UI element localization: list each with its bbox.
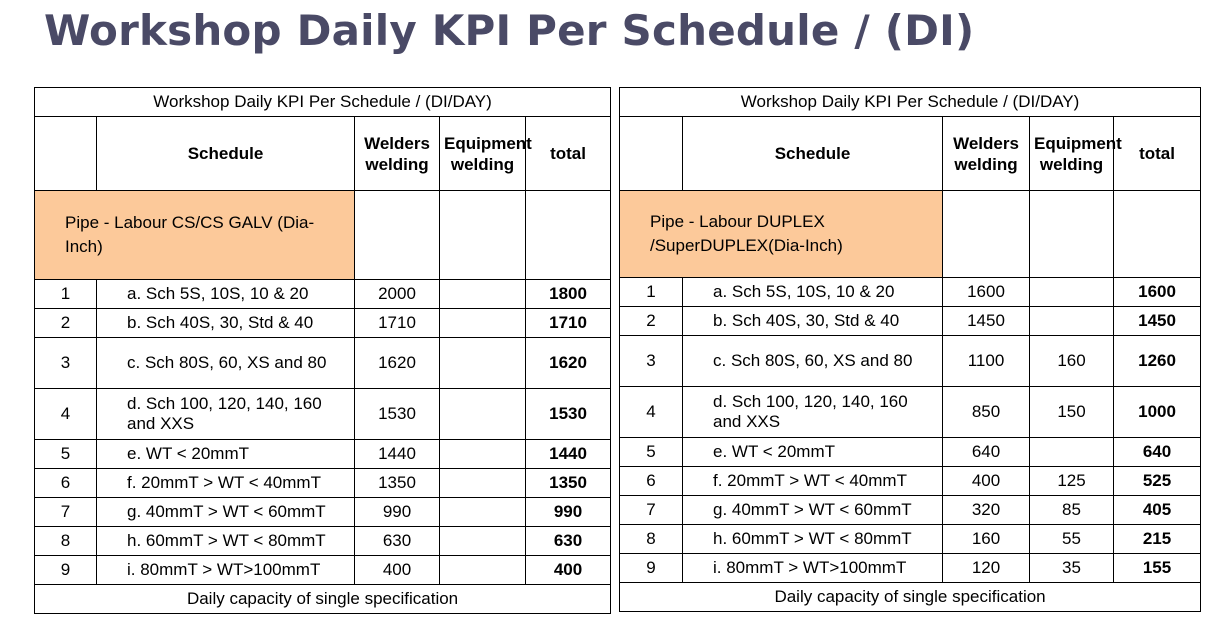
row-welders: 400	[943, 467, 1030, 496]
row-schedule: a. Sch 5S, 10S, 10 & 20	[97, 280, 355, 309]
row-number: 7	[35, 498, 97, 527]
category-cell: Pipe - Labour DUPLEX /SuperDUPLEX(Dia-Inch)	[620, 191, 943, 278]
table-row	[35, 469, 611, 498]
category-cell: Pipe - Labour CS/CS GALV (Dia-Inch)	[35, 191, 355, 280]
row-total: 1710	[526, 309, 611, 338]
table-row	[35, 309, 611, 338]
row-welders: 640	[943, 438, 1030, 467]
table-row	[620, 278, 1201, 307]
row-equipment: 85	[1030, 496, 1114, 525]
row-total: 1530	[526, 389, 611, 440]
table-row	[620, 336, 1201, 387]
row-equipment: 160	[1030, 336, 1114, 387]
row-number: 4	[35, 389, 97, 440]
row-welders: 160	[943, 525, 1030, 554]
table-row	[620, 438, 1201, 467]
row-number: 4	[620, 387, 683, 438]
table-footer: Daily capacity of single specification	[35, 585, 611, 614]
category-empty-total	[526, 191, 611, 280]
row-number: 9	[620, 554, 683, 583]
row-equipment	[440, 309, 526, 338]
header-total: total	[526, 117, 611, 191]
row-welders: 2000	[355, 280, 440, 309]
row-total: 640	[1114, 438, 1201, 467]
row-welders: 320	[943, 496, 1030, 525]
header-schedule: Schedule	[97, 117, 355, 191]
category-empty-welders	[943, 191, 1030, 278]
row-equipment	[440, 440, 526, 469]
table-row	[35, 440, 611, 469]
row-number: 3	[620, 336, 683, 387]
row-number: 8	[35, 527, 97, 556]
header-welders: Welders welding	[943, 117, 1030, 191]
table-row	[620, 387, 1201, 438]
table-row	[35, 280, 611, 309]
row-schedule: f. 20mmT > WT < 40mmT	[683, 467, 943, 496]
page-title: Workshop Daily KPI Per Schedule / (DI)	[44, 6, 975, 55]
row-total: 1450	[1114, 307, 1201, 336]
row-number: 1	[620, 278, 683, 307]
row-total: 405	[1114, 496, 1201, 525]
row-schedule: i. 80mmT > WT>100mmT	[683, 554, 943, 583]
row-total: 155	[1114, 554, 1201, 583]
header-no	[620, 117, 683, 191]
row-equipment: 125	[1030, 467, 1114, 496]
category-empty-total	[1114, 191, 1201, 278]
row-total: 1260	[1114, 336, 1201, 387]
row-welders: 1440	[355, 440, 440, 469]
row-total: 400	[526, 556, 611, 585]
row-schedule: f. 20mmT > WT < 40mmT	[97, 469, 355, 498]
row-welders: 1710	[355, 309, 440, 338]
table-row	[35, 556, 611, 585]
kpi-table-duplex	[619, 87, 1201, 612]
table-caption: Workshop Daily KPI Per Schedule / (DI/DAY)	[620, 88, 1201, 117]
row-welders: 1600	[943, 278, 1030, 307]
row-equipment	[440, 498, 526, 527]
row-welders: 1620	[355, 338, 440, 389]
row-number: 3	[35, 338, 97, 389]
header-schedule: Schedule	[683, 117, 943, 191]
row-total: 1000	[1114, 387, 1201, 438]
row-number: 1	[35, 280, 97, 309]
row-schedule: e. WT < 20mmT	[683, 438, 943, 467]
table-row	[620, 467, 1201, 496]
row-equipment: 35	[1030, 554, 1114, 583]
row-total: 1600	[1114, 278, 1201, 307]
table-row	[620, 307, 1201, 336]
kpi-table-cs	[34, 87, 611, 614]
row-total: 1800	[526, 280, 611, 309]
row-schedule: g. 40mmT > WT < 60mmT	[97, 498, 355, 527]
category-empty-equipment	[440, 191, 526, 280]
row-schedule: h. 60mmT > WT < 80mmT	[683, 525, 943, 554]
row-number: 2	[35, 309, 97, 338]
row-number: 9	[35, 556, 97, 585]
row-total: 990	[526, 498, 611, 527]
row-equipment	[440, 389, 526, 440]
row-equipment: 150	[1030, 387, 1114, 438]
header-no	[35, 117, 97, 191]
header-equipment: Equipment welding	[1030, 117, 1114, 191]
row-equipment	[440, 527, 526, 556]
row-schedule: b. Sch 40S, 30, Std & 40	[97, 309, 355, 338]
row-welders: 850	[943, 387, 1030, 438]
row-welders: 990	[355, 498, 440, 527]
row-total: 1350	[526, 469, 611, 498]
table-row	[35, 498, 611, 527]
table-row	[620, 496, 1201, 525]
row-welders: 1450	[943, 307, 1030, 336]
row-equipment	[440, 338, 526, 389]
row-number: 6	[35, 469, 97, 498]
header-total: total	[1114, 117, 1201, 191]
row-schedule: c. Sch 80S, 60, XS and 80	[683, 336, 943, 387]
row-equipment: 55	[1030, 525, 1114, 554]
row-equipment	[440, 556, 526, 585]
row-schedule: d. Sch 100, 120, 140, 160 and XXS	[97, 389, 355, 440]
row-equipment	[1030, 438, 1114, 467]
header-equipment: Equipment welding	[440, 117, 526, 191]
row-number: 7	[620, 496, 683, 525]
row-number: 8	[620, 525, 683, 554]
row-schedule: c. Sch 80S, 60, XS and 80	[97, 338, 355, 389]
table-row	[620, 554, 1201, 583]
row-total: 1620	[526, 338, 611, 389]
row-equipment	[440, 280, 526, 309]
table-row	[35, 527, 611, 556]
category-empty-welders	[355, 191, 440, 280]
header-welders: Welders welding	[355, 117, 440, 191]
row-equipment	[440, 469, 526, 498]
row-number: 5	[35, 440, 97, 469]
row-welders: 400	[355, 556, 440, 585]
table-row	[35, 389, 611, 440]
row-welders: 1530	[355, 389, 440, 440]
row-equipment	[1030, 278, 1114, 307]
row-welders: 1350	[355, 469, 440, 498]
row-number: 6	[620, 467, 683, 496]
row-schedule: i. 80mmT > WT>100mmT	[97, 556, 355, 585]
row-welders: 630	[355, 527, 440, 556]
table-footer: Daily capacity of single specification	[620, 583, 1201, 612]
row-schedule: b. Sch 40S, 30, Std & 40	[683, 307, 943, 336]
table-row	[35, 338, 611, 389]
row-schedule: g. 40mmT > WT < 60mmT	[683, 496, 943, 525]
row-total: 630	[526, 527, 611, 556]
category-empty-equipment	[1030, 191, 1114, 278]
row-number: 2	[620, 307, 683, 336]
row-schedule: a. Sch 5S, 10S, 10 & 20	[683, 278, 943, 307]
row-total: 525	[1114, 467, 1201, 496]
row-welders: 120	[943, 554, 1030, 583]
row-schedule: d. Sch 100, 120, 140, 160 and XXS	[683, 387, 943, 438]
table-row	[620, 525, 1201, 554]
table-caption: Workshop Daily KPI Per Schedule / (DI/DAY)	[35, 88, 611, 117]
row-total: 215	[1114, 525, 1201, 554]
row-equipment	[1030, 307, 1114, 336]
row-number: 5	[620, 438, 683, 467]
row-welders: 1100	[943, 336, 1030, 387]
row-total: 1440	[526, 440, 611, 469]
row-schedule: h. 60mmT > WT < 80mmT	[97, 527, 355, 556]
row-schedule: e. WT < 20mmT	[97, 440, 355, 469]
